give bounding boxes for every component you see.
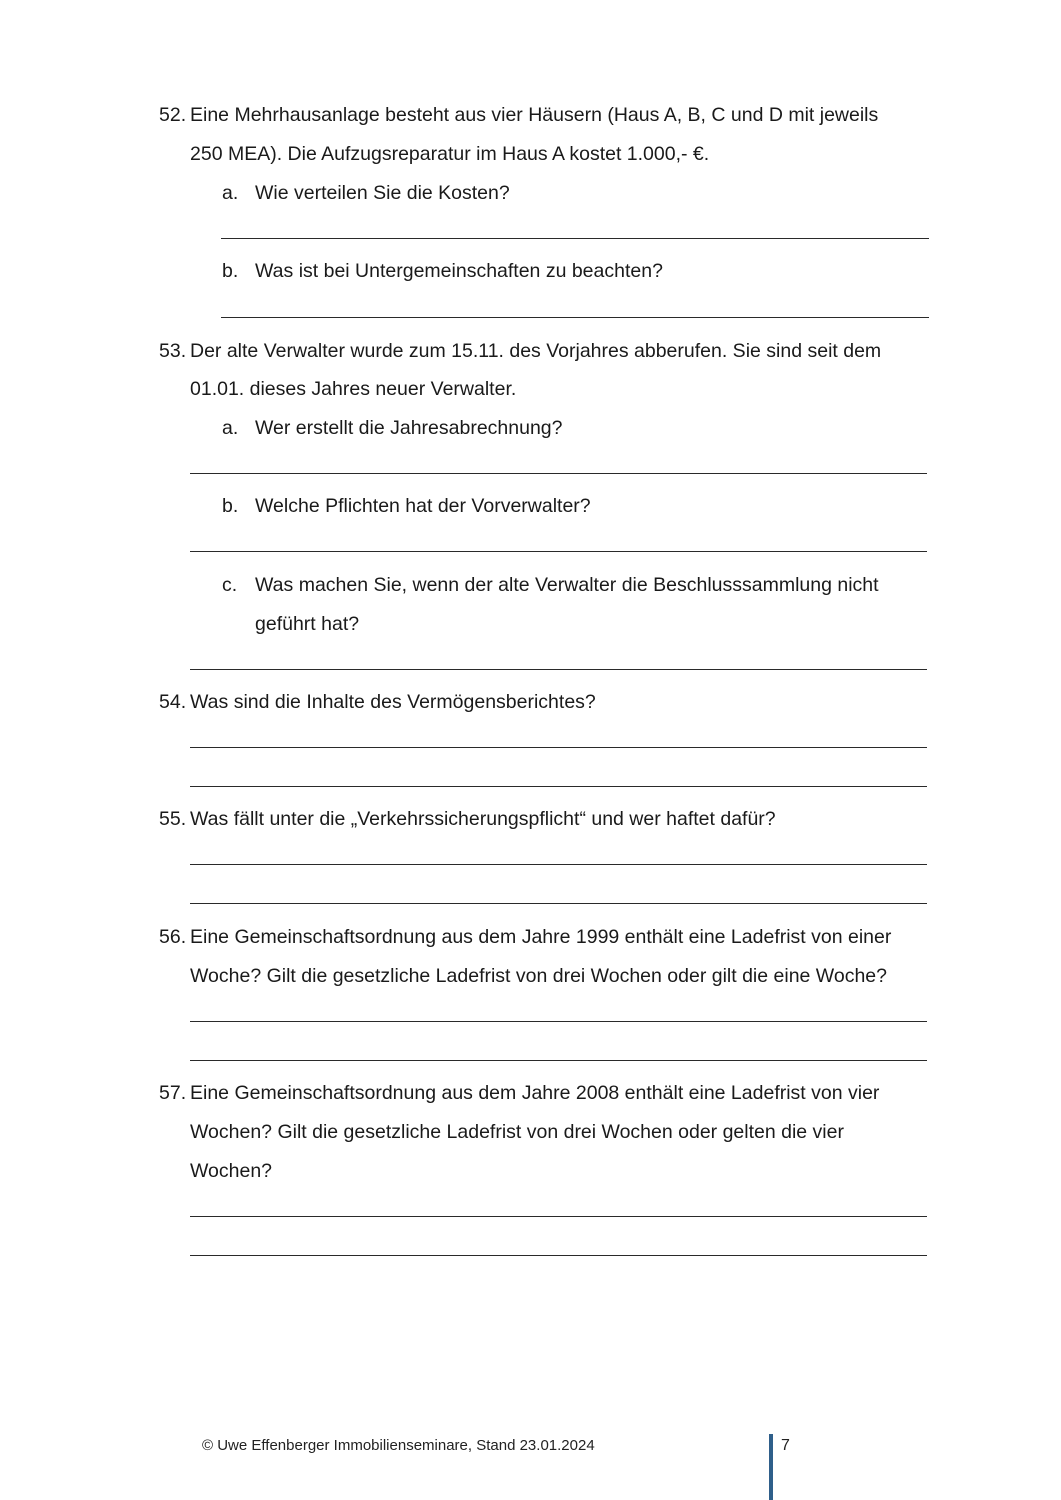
answer-line[interactable] [190, 747, 927, 748]
answer-line[interactable] [190, 1255, 927, 1256]
question-text: Was sind die Inhalte des Vermögensberichtes? [190, 691, 596, 713]
question-text: Was fällt unter die „Verkehrssicherungspflicht“ und wer haftet dafür? [190, 808, 776, 830]
sub-question-label: a. [222, 182, 239, 204]
question-text: 01.01. dieses Jahres neuer Verwalter. [190, 378, 517, 400]
sub-question-text: Was ist bei Untergemeinschaften zu beachten? [255, 260, 663, 282]
question-text: Wochen? [190, 1160, 273, 1182]
question-number: 55. [159, 808, 187, 830]
answer-line[interactable] [190, 903, 927, 904]
sub-question-text: Wie verteilen Sie die Kosten? [255, 182, 510, 204]
question-number: 54. [159, 691, 187, 713]
question-text: Woche? Gilt die gesetzliche Ladefrist von drei Wochen oder gilt die eine Woche? [190, 965, 887, 987]
sub-question-text: Wer erstellt die Jahresabrechnung? [255, 417, 563, 439]
sub-question-label: b. [222, 260, 239, 282]
sub-question-text: Was machen Sie, wenn der alte Verwalter die Beschlusssammlung nicht [255, 574, 879, 596]
page-number: 7 [781, 1437, 790, 1454]
answer-line[interactable] [190, 551, 927, 552]
question-text: Eine Mehrhausanlage besteht aus vier Häusern (Haus A, B, C und D mit jeweils [190, 104, 879, 126]
question-text: Eine Gemeinschaftsordnung aus dem Jahre 2008 enthält eine Ladefrist von vier [190, 1082, 880, 1104]
sub-question-label: b. [222, 495, 239, 517]
question-text: Eine Gemeinschaftsordnung aus dem Jahre 1999 enthält eine Ladefrist von einer [190, 926, 892, 948]
sub-question-text: geführt hat? [255, 613, 360, 635]
answer-line[interactable] [190, 864, 927, 865]
question-text: Wochen? Gilt die gesetzliche Ladefrist von drei Wochen oder gelten die vier [190, 1121, 844, 1143]
sub-question-text: Welche Pflichten hat der Vorverwalter? [255, 495, 591, 517]
sub-question-label: c. [222, 574, 238, 596]
answer-line[interactable] [221, 317, 929, 318]
answer-line[interactable] [190, 1060, 927, 1061]
answer-line[interactable] [221, 238, 929, 239]
answer-line[interactable] [190, 473, 927, 474]
question-number: 56. [159, 926, 187, 948]
answer-line[interactable] [190, 669, 927, 670]
sub-question-label: a. [222, 417, 239, 439]
question-text: Der alte Verwalter wurde zum 15.11. des Vorjahres abberufen. Sie sind seit dem [190, 340, 882, 362]
footer-divider [769, 1434, 773, 1500]
answer-line[interactable] [190, 1021, 927, 1022]
question-number: 52. [159, 104, 187, 126]
answer-line[interactable] [190, 786, 927, 787]
question-number: 57. [159, 1082, 187, 1104]
footer-copyright: © Uwe Effenberger Immobilienseminare, Stand 23.01.2024 [202, 1437, 595, 1454]
answer-line[interactable] [190, 1216, 927, 1217]
question-number: 53. [159, 340, 187, 362]
question-text: 250 MEA). Die Aufzugsreparatur im Haus A kostet 1.000,- €. [190, 143, 710, 165]
